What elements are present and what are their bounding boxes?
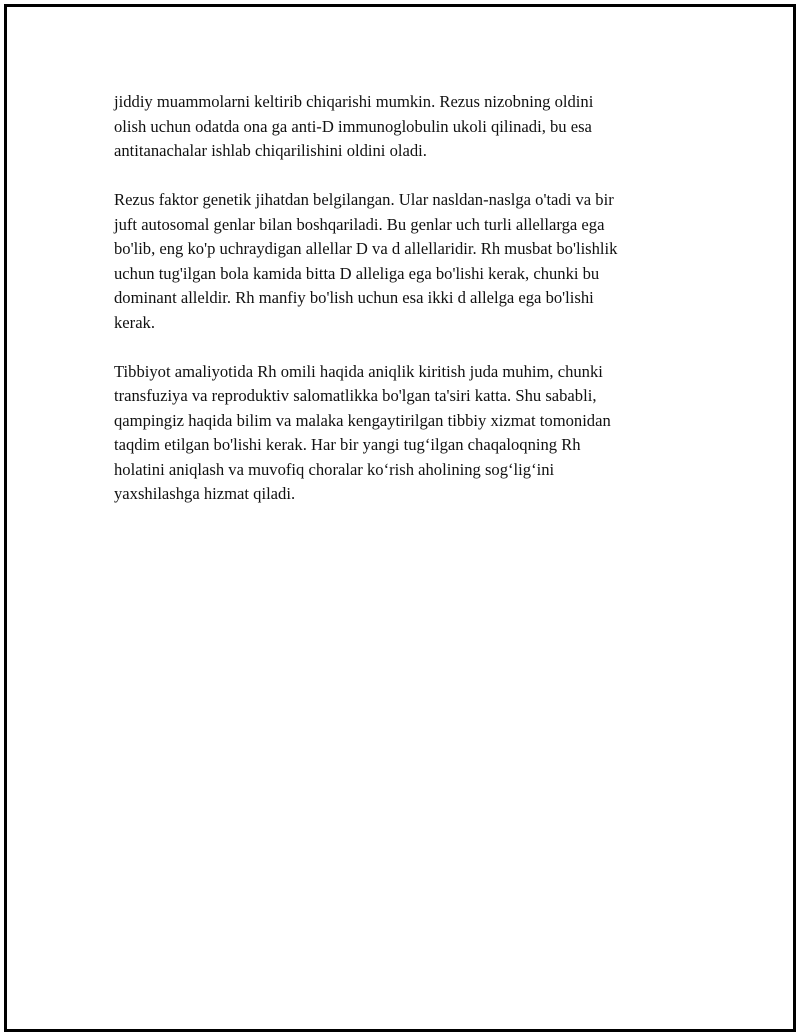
paragraph-2: Rezus faktor genetik jihatdan belgilangan. Ular nasldan-naslga o'tadi va bir juft autosomal genlar bilan boshqariladi. Bu genlar uch turli allellarga ega bo'lib, eng ko'p uchraydigan allellar D va d allellaridir. Rh musbat bo'lishlik uchun tug'ilgan bola kamida bitta D alleliga ega bo'lishi kerak, chunki bu dominant alleldir. Rh manfiy bo'lish uchun esa ikki d allelga ega bo'lishi kerak.: [114, 190, 618, 332]
paragraph-1: jiddiy muammolarni keltirib chiqarishi mumkin. Rezus nizobning oldini olish uchun odatda ona ga anti-D immunoglobulin ukoli qilinadi, bu esa antitanachalar ishlab chiqarilishini oldini oladi.: [114, 92, 594, 160]
document-body: [114, 90, 694, 531]
paragraph-3: Tibbiyot amaliyotida Rh omili haqida aniqlik kiritish juda muhim, chunki transfuziya va reproduktiv salomatlikka bo'lgan ta'siri katta. Shu sababli, qampingiz haqida bilim va malaka kengaytirilgan tibbiy xizmat tomonidan taqdim etilgan bo'lishi kerak. Har bir yangi tug‘ilgan chaqaloqning Rh holatini aniqlash va muvofiq choralar ko‘rish aholining sog‘lig‘ini yaxshilashga hizmat qiladi.: [114, 361, 611, 503]
